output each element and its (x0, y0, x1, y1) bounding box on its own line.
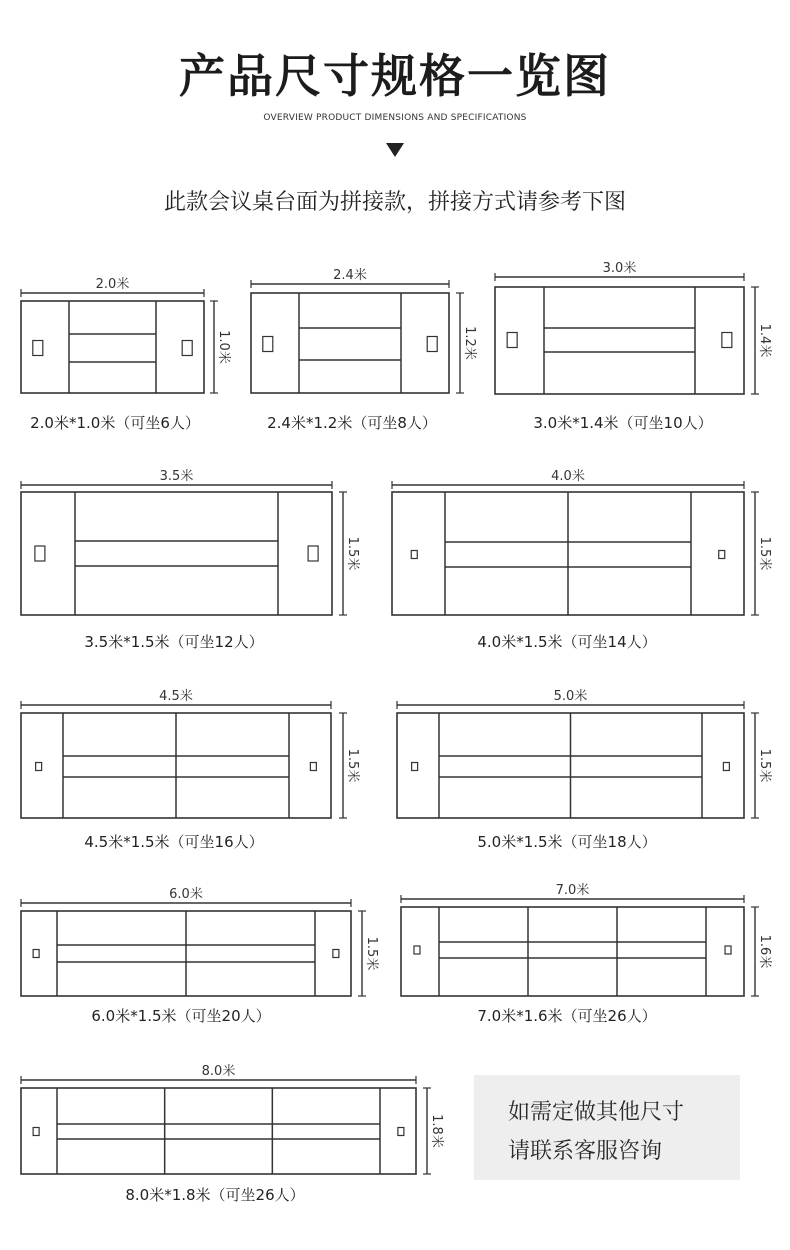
table-outline (495, 287, 744, 394)
end-marker-icon (723, 763, 729, 771)
end-marker-icon (427, 337, 437, 352)
table-caption: 8.0米*1.8米（可坐26人） (125, 1186, 305, 1204)
end-marker-icon (308, 546, 318, 561)
width-label: 4.5米 (159, 689, 193, 704)
end-marker-icon (411, 551, 417, 559)
depth-label: 1.8米 (429, 1114, 444, 1148)
table-caption: 3.5米*1.5米（可坐12人） (84, 633, 264, 651)
page-title: 产品尺寸规格一览图 (179, 49, 611, 103)
width-label: 2.0米 (95, 277, 130, 292)
end-marker-icon (719, 551, 725, 559)
custom-note-line1: 如需定做其他尺寸 (508, 1100, 685, 1125)
end-marker-icon (35, 546, 45, 561)
end-marker-icon (414, 946, 420, 954)
width-label: 7.0米 (555, 883, 590, 898)
depth-label: 1.4米 (757, 323, 772, 358)
end-marker-icon (398, 1128, 404, 1136)
depth-label: 1.5米 (345, 536, 360, 571)
width-label: 3.5米 (159, 469, 194, 484)
end-marker-icon (33, 341, 43, 356)
depth-label: 1.5米 (757, 748, 772, 783)
end-marker-icon (263, 337, 273, 352)
depth-label: 1.6米 (757, 934, 772, 969)
intro-text: 此款会议桌台面为拼接款，拼接方式请参考下图 (163, 190, 626, 215)
custom-note-line2: 请联系客服咨询 (508, 1139, 663, 1164)
width-label: 5.0米 (553, 689, 588, 704)
width-label: 4.0米 (551, 469, 585, 484)
end-marker-icon (33, 1128, 39, 1136)
end-marker-icon (310, 763, 316, 771)
end-marker-icon (182, 341, 192, 356)
depth-label: 1.5米 (364, 936, 379, 971)
end-marker-icon (36, 763, 42, 771)
end-marker-icon (722, 333, 732, 348)
table-outline (401, 907, 744, 996)
table-outline (21, 1088, 416, 1174)
page-subtitle: OVERVIEW PRODUCT DIMENSIONS AND SPECIFICATIONS (263, 113, 527, 123)
end-marker-icon (333, 950, 339, 958)
depth-label: 1.5米 (345, 748, 360, 783)
width-label: 8.0米 (201, 1064, 236, 1079)
end-marker-icon (412, 763, 418, 771)
table-outline (21, 301, 204, 393)
depth-label: 1.0米 (216, 330, 231, 364)
table-caption: 2.4米*1.2米（可坐8人） (267, 414, 437, 432)
end-marker-icon (507, 333, 517, 348)
table-outline (21, 492, 332, 615)
depth-label: 1.5米 (757, 536, 772, 571)
end-marker-icon (33, 950, 39, 958)
table-caption: 2.0米*1.0米（可坐6人） (30, 414, 200, 432)
table-caption: 6.0米*1.5米（可坐20人） (91, 1007, 271, 1025)
end-marker-icon (725, 946, 731, 954)
table-caption: 5.0米*1.5米（可坐18人） (477, 833, 657, 851)
table-outline (251, 293, 449, 393)
table-caption: 7.0米*1.6米（可坐26人） (477, 1007, 657, 1025)
table-caption: 3.0米*1.4米（可坐10人） (533, 414, 713, 432)
depth-label: 1.2米 (462, 326, 477, 360)
table-caption: 4.0米*1.5米（可坐14人） (477, 633, 657, 651)
custom-size-note (474, 1075, 740, 1180)
width-label: 6.0米 (169, 887, 203, 902)
width-label: 3.0米 (602, 261, 637, 276)
table-caption: 4.5米*1.5米（可坐16人） (84, 833, 264, 851)
width-label: 2.4米 (333, 268, 367, 283)
